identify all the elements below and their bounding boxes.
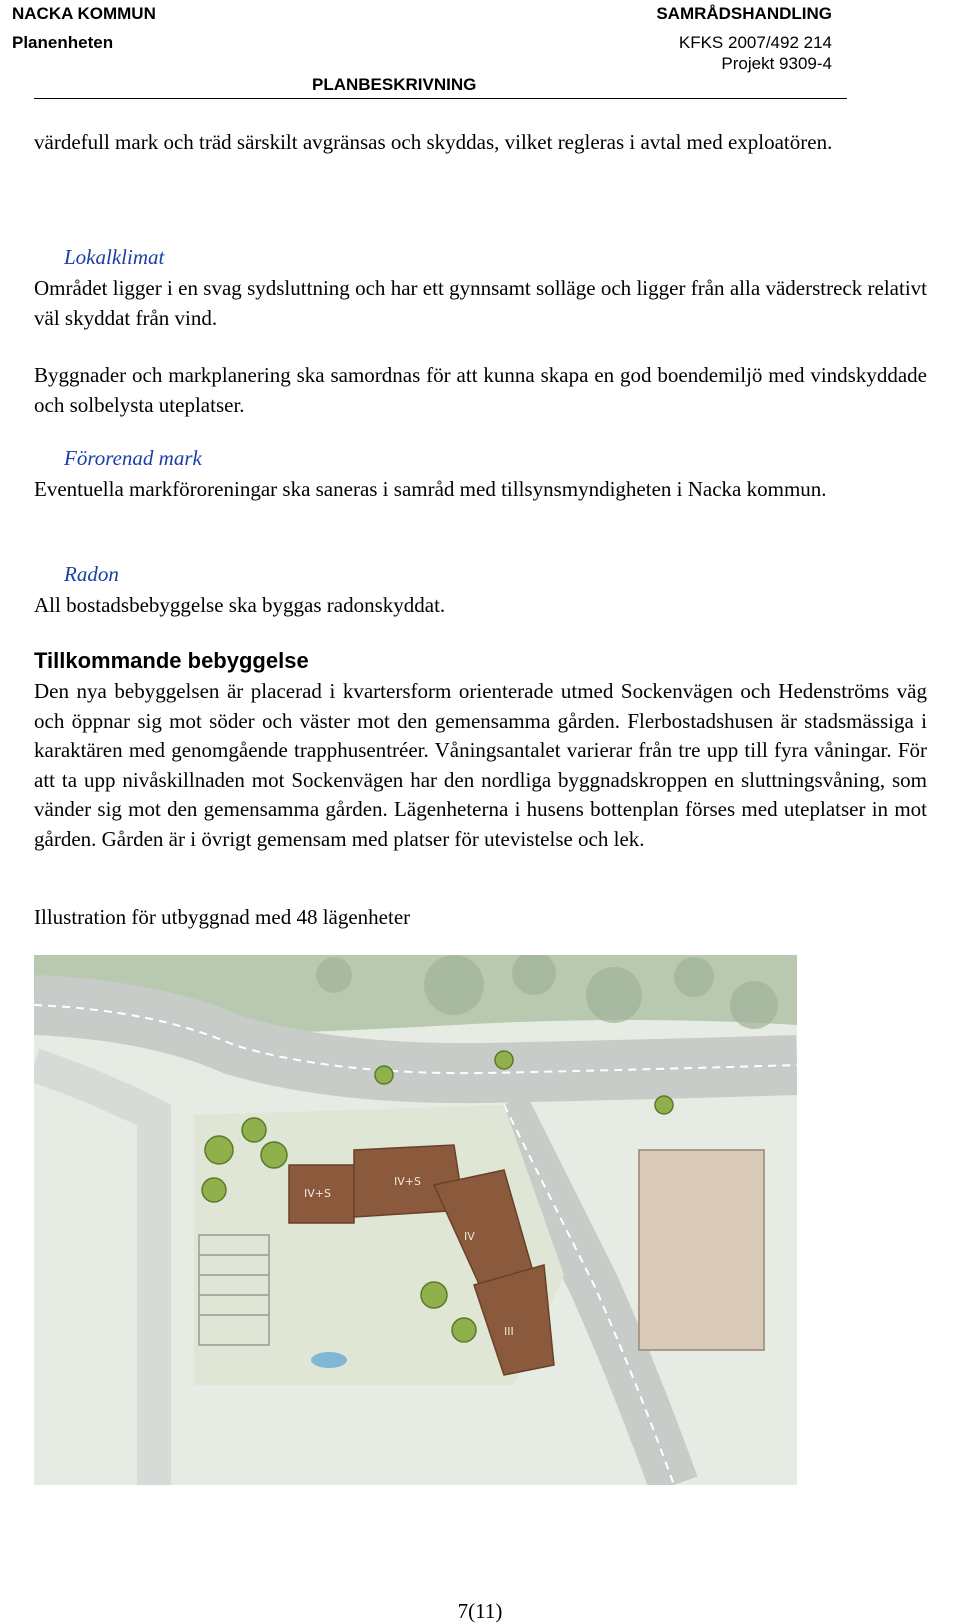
header-doc-type: SAMRÅDSHANDLING bbox=[656, 4, 832, 23]
site-plan-illustration bbox=[34, 955, 797, 1485]
lokalklimat-heading: Lokalklimat bbox=[64, 245, 165, 269]
intro-paragraph: värdefull mark och träd särskilt avgränsas och skyddas, vilket regleras i avtal med exploatören. bbox=[34, 130, 833, 154]
building-label-3: IV bbox=[464, 1230, 475, 1243]
building-label-4: III bbox=[504, 1325, 514, 1338]
tillkommande-heading: Tillkommande bebyggelse bbox=[34, 648, 309, 673]
header-unit: Planenheten bbox=[12, 33, 114, 52]
radon-heading: Radon bbox=[64, 562, 119, 586]
figure-caption: Illustration för utbyggnad med 48 lägenheter bbox=[34, 905, 411, 929]
page-number: 7(11) bbox=[457, 1599, 503, 1623]
tillkommande-paragraph: Den nya bebyggelsen är placerad i kvartersform orienterade utmed Sockenvägen och Hedenströms väg och öppnar sig mot söder och väster mot den gemensamma gården. Flerbostadshusen är stadsmässiga i karaktären med genomgående trapphusentréer. Våningsantalet varierar från tre upp till fyra våningar. För att ta upp nivåskillnaden mot Sockenvägen har den nordliga byggnadskroppen en sluttningsvåning, som vänder sig mot den gemensamma gården. Lägenheterna i husens bottenplan förses med uteplatser in mot gården. Gården är i övrigt gemensam med platser för utevistelse och lek. bbox=[34, 679, 927, 851]
header-org: NACKA KOMMUN bbox=[12, 4, 156, 23]
fororenad-paragraph: Eventuella markföroreningar ska saneras i samråd med tillsynsmyndigheten i Nacka kommun. bbox=[34, 477, 827, 501]
header-rule bbox=[34, 98, 847, 99]
building-label-1: IV+S bbox=[304, 1187, 331, 1200]
header-section: PLANBESKRIVNING bbox=[312, 75, 477, 94]
header-ref: KFKS 2007/492 214 bbox=[678, 33, 832, 52]
header-project: Projekt 9309-4 bbox=[721, 54, 832, 73]
fororenad-heading: Förorenad mark bbox=[64, 446, 202, 470]
lokalklimat-paragraph-2: Byggnader och markplanering ska samordnas för att kunna skapa en god boendemiljö med vindskyddade och solbelysta uteplatser. bbox=[34, 363, 927, 417]
lokalklimat-paragraph-1: Området ligger i en svag sydsluttning och har ett gynnsamt solläge och ligger från alla väderstreck relativt väl skyddat från vind. bbox=[34, 276, 927, 330]
building-label-2: IV+S bbox=[394, 1175, 421, 1188]
radon-paragraph: All bostadsbebyggelse ska byggas radonskyddat. bbox=[34, 593, 446, 617]
